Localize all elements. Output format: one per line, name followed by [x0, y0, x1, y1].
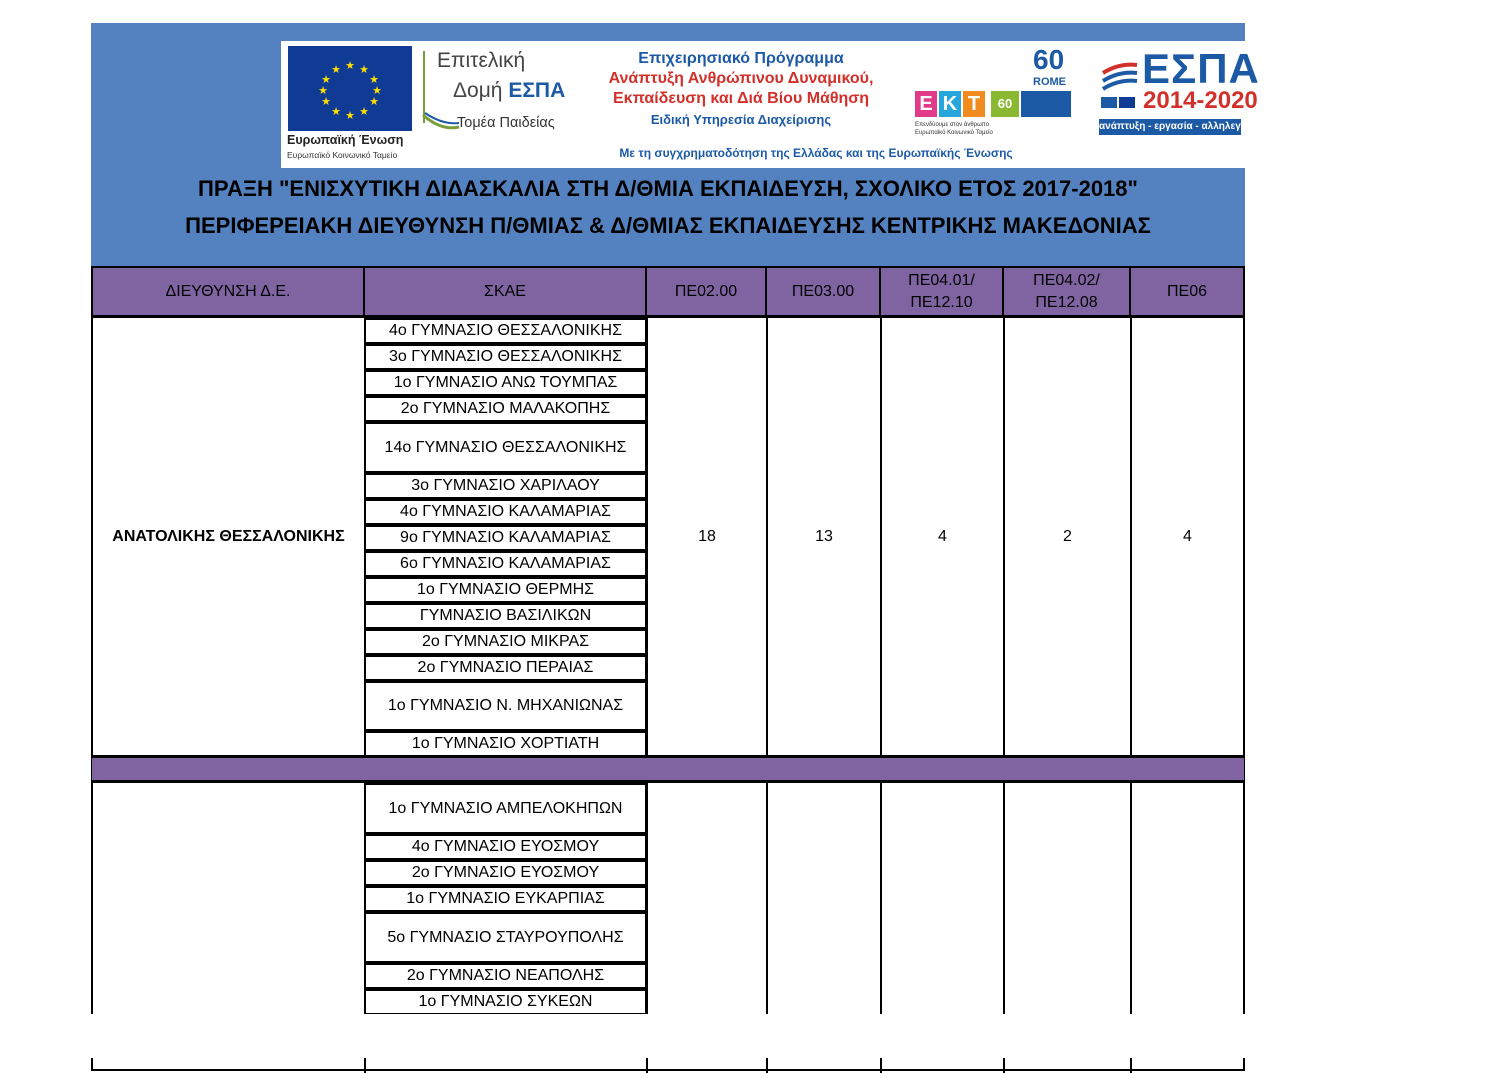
espa-years: 2014-2020 — [1143, 87, 1258, 114]
eu-name: Ευρωπαϊκή Ένωση — [287, 133, 404, 147]
svg-text:★: ★ — [318, 84, 328, 97]
ed-line3: Τομέα Παιδείας — [457, 115, 555, 131]
pe02-count: 18 — [698, 527, 716, 545]
ekt-badge: 60 — [991, 91, 1019, 117]
svg-text:★: ★ — [321, 73, 331, 86]
school-cell: ΓΥΜΝΑΣΙΟ ΒΑΣΙΛΙΚΩΝ — [364, 603, 647, 629]
header-pe02: ΠΕ02.00 — [645, 266, 767, 317]
ekt-sixty: 60 — [1033, 44, 1065, 75]
svg-text:★: ★ — [359, 105, 369, 118]
group-separator — [91, 757, 1245, 781]
op-text — [581, 49, 901, 131]
pe06-count: 4 — [1183, 527, 1192, 545]
school-cell: 1ο ΓΥΜΝΑΣΙΟ ΑΝΩ ΤΟΥΜΠΑΣ — [364, 370, 647, 396]
school-cell: 4ο ΓΥΜΝΑΣΙΟ ΘΕΣΣΑΛΟΝΙΚΗΣ — [364, 318, 647, 344]
cofunding-line: Με τη συγχρηματοδότηση της Ελλάδας και της Ευρωπαϊκής Ένωσης — [619, 146, 1013, 160]
ed-line2: Δομή ΕΣΠΑ — [453, 79, 566, 102]
pe03-count: 13 — [815, 527, 833, 545]
ekt-logo — [915, 91, 1073, 117]
school-cell: 2ο ΓΥΜΝΑΣΙΟ ΜΑΛΑΚΟΠΗΣ — [364, 396, 647, 422]
svg-text:★: ★ — [359, 63, 369, 76]
school-cell: 14ο ΓΥΜΝΑΣΙΟ ΘΕΣΣΑΛΟΝΙΚΗΣ — [364, 422, 647, 473]
school-cell: 1ο ΓΥΜΝΑΣΙΟ ΑΜΠΕΛΟΚΗΠΩΝ — [364, 783, 647, 834]
school-cell: 3ο ΓΥΜΝΑΣΙΟ ΧΑΡΙΛΑΟΥ — [364, 473, 647, 499]
funding-banner — [281, 41, 1260, 168]
school-cell: 1ο ΓΥΜΝΑΣΙΟ ΘΕΡΜΗΣ — [364, 577, 647, 603]
school-cell: 9ο ΓΥΜΝΑΣΙΟ ΚΑΛΑΜΑΡΙΑΣ — [364, 525, 647, 551]
page-bottom-margin — [0, 1014, 1496, 1058]
espa-slogan: ανάπτυξη - εργασία - αλληλεγγύη — [1099, 119, 1241, 135]
svg-text:★: ★ — [331, 63, 341, 76]
school-cell: 2ο ΓΥΜΝΑΣΙΟ ΝΕΑΠΟΛΗΣ — [364, 963, 647, 989]
document-subtitle: ΠΕΡΙΦΕΡΕΙΑΚΗ ΔΙΕΥΘΥΝΣΗ Π/ΘΜΙΑΣ & Δ/ΘΜΙΑΣ ΕΚΠΑΙΔΕΥΣΗΣ ΚΕΝΤΡΙΚΗΣ ΜΑΚΕΔΟΝΙΑΣ — [185, 213, 1151, 238]
school-cell: 1ο ΓΥΜΝΑΣΙΟ Ν. ΜΗΧΑΝΙΩΝΑΣ — [364, 681, 647, 731]
svg-text:★: ★ — [321, 95, 331, 108]
header-pe03: ΠΕ03.00 — [765, 266, 881, 317]
school-cell: 2ο ΓΥΜΝΑΣΙΟ ΕΥΟΣΜΟΥ — [364, 860, 647, 886]
ekt-flag-icon — [1021, 91, 1071, 117]
school-cell: 6ο ΓΥΜΝΑΣΙΟ ΚΑΛΑΜΑΡΙΑΣ — [364, 551, 647, 577]
svg-text:★: ★ — [345, 59, 355, 72]
svg-text:★: ★ — [331, 105, 341, 118]
ekt-letter-k: Κ — [939, 91, 961, 117]
op-line2: Ανάπτυξη Ανθρώπινου Δυναμικού, — [608, 70, 874, 87]
directorate-name: ΑΝΑΤΟΛΙΚΗΣ ΘΕΣΣΑΛΟΝΙΚΗΣ — [112, 527, 345, 545]
school-cell: 1ο ΓΥΜΝΑΣΙΟ ΧΟΡΤΙΑΤΗ — [364, 731, 647, 757]
school-cell: 4ο ΓΥΜΝΑΣΙΟ ΕΥΟΣΜΟΥ — [364, 834, 647, 860]
svg-text:★: ★ — [369, 95, 379, 108]
svg-text:★: ★ — [369, 73, 379, 86]
espa-lines-icon — [1099, 51, 1139, 111]
ekt-letter-e: Ε — [915, 91, 937, 117]
school-cell: 5ο ΓΥΜΝΑΣΙΟ ΣΤΑΥΡΟΥΠΟΛΗΣ — [364, 912, 647, 963]
op-line4: Ειδική Υπηρεσία Διαχείρισης — [650, 112, 832, 127]
header-directorate: ΔΙΕΥΘΥΝΣΗ Δ.Ε. — [91, 266, 365, 317]
ekt-rome: ROME — [1033, 76, 1066, 88]
header-school: ΣΚΑΕ — [363, 266, 647, 317]
school-cell: 1ο ΓΥΜΝΑΣΙΟ ΣΥΚΕΩΝ — [364, 989, 647, 1015]
pe0402-count: 2 — [1063, 527, 1072, 545]
eu-flag-logo — [288, 46, 412, 131]
school-cell: 2ο ΓΥΜΝΑΣΙΟ ΜΙΚΡΑΣ — [364, 629, 647, 655]
school-cell: 2ο ΓΥΜΝΑΣΙΟ ΠΕΡΑΙΑΣ — [364, 655, 647, 681]
school-cell: 3ο ΓΥΜΝΑΣΙΟ ΘΕΣΣΑΛΟΝΙΚΗΣ — [364, 344, 647, 370]
table-group — [91, 316, 1245, 757]
school-cell: 4ο ΓΥΜΝΑΣΙΟ ΚΑΛΑΜΑΡΙΑΣ — [364, 499, 647, 525]
header-pe06: ΠΕ06 — [1129, 266, 1245, 317]
header-pe0401: ΠΕ04.01/ ΠΕ12.10 — [879, 266, 1004, 317]
ekt-letter-t: Τ — [963, 91, 985, 117]
espa-word: ΕΣΠΑ — [1142, 45, 1260, 92]
eu-fund-label: Ευρωπαϊκό Κοινωνικό Ταμείο — [287, 150, 398, 160]
op-line1: Επιχειρησιακό Πρόγραμμα — [638, 50, 844, 67]
header-pe0402: ΠΕ04.02/ ΠΕ12.08 — [1002, 266, 1131, 317]
svg-text:★: ★ — [345, 109, 355, 122]
school-cell: 1ο ΓΥΜΝΑΣΙΟ ΕΥΚΑΡΠΙΑΣ — [364, 886, 647, 912]
document-title: ΠΡΑΞΗ "ΕΝΙΣΧΥΤΙΚΗ ΔΙΔΑΣΚΑΛΙΑ ΣΤΗ Δ/ΘΜΙΑ ΕΚΠΑΙΔΕΥΣΗ, ΣΧΟΛΙΚΟ ΕΤΟΣ 2017-2018" — [198, 176, 1138, 201]
ed-line1: Επιτελική — [437, 49, 526, 72]
op-line3: Εκπαίδευση και Διά Βίου Μάθηση — [612, 90, 870, 107]
ekt-subtitle: Επενδύουμε στον άνθρωπο Ευρωπαϊκό Κοινωνικό Ταμείο — [915, 122, 993, 136]
swoosh-icon — [421, 111, 461, 133]
svg-text:★: ★ — [372, 84, 382, 97]
pe0401-count: 4 — [938, 527, 947, 545]
